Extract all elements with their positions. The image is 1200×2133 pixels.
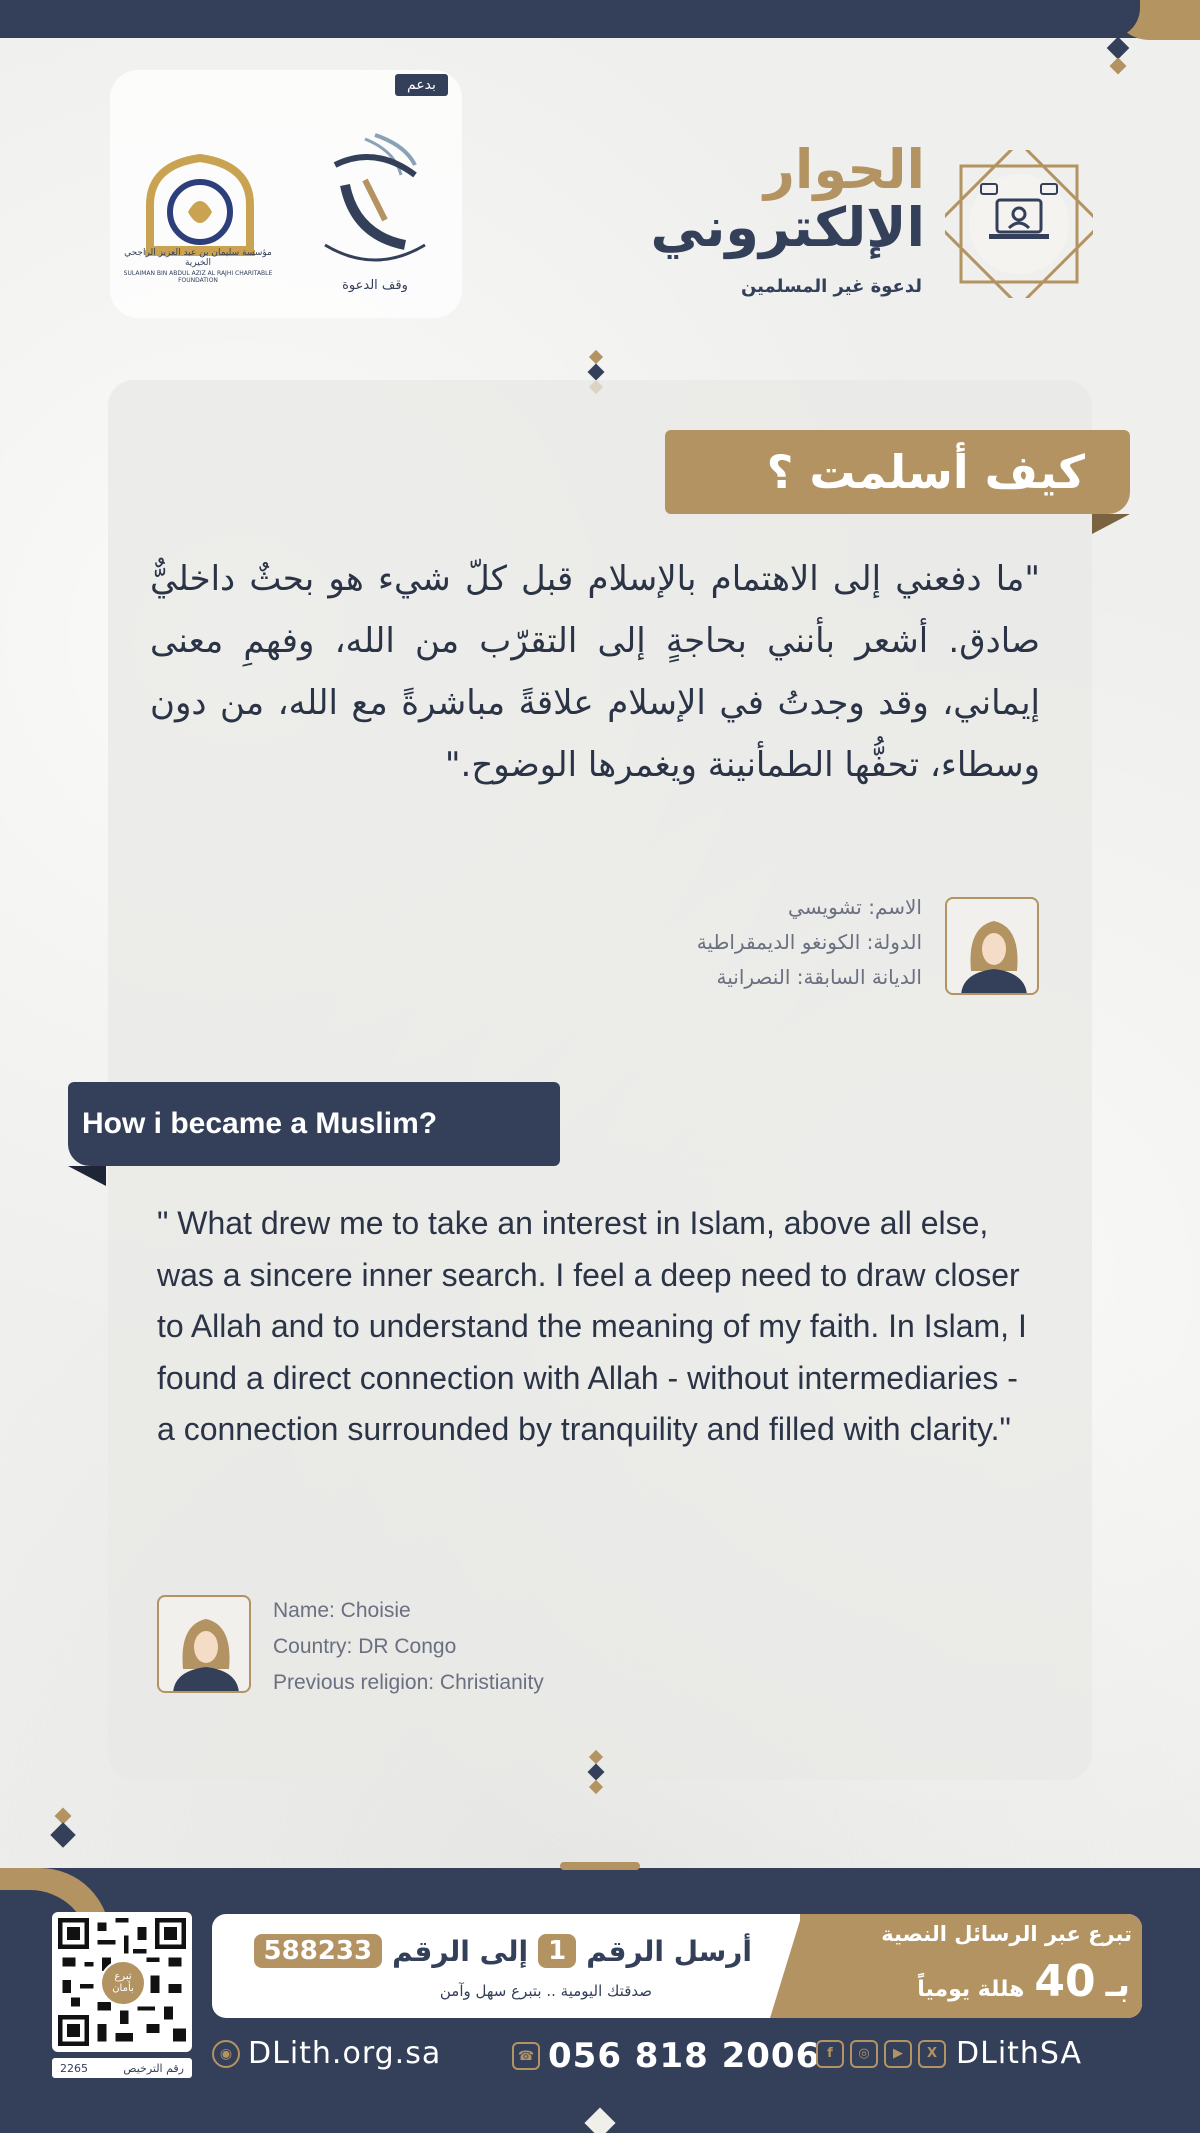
woman-avatar-icon — [159, 1597, 251, 1693]
sms-number[interactable]: 588233 — [254, 1934, 383, 1968]
arabic-country: الدولة: الكونغو الديمقراطية — [696, 930, 922, 954]
brand-title-line2: الإلكتروني — [650, 196, 925, 259]
whatsapp-icon: ☎ — [512, 2042, 540, 2070]
card-bottom-ornament — [590, 1752, 602, 1792]
amount-value: 40 — [1034, 1956, 1096, 2007]
english-country: Country: DR Congo — [273, 1635, 457, 1658]
woman-avatar-icon — [947, 899, 1039, 995]
license-number: 2265 — [60, 2061, 88, 2075]
amount-prefix: بـ — [1105, 1965, 1130, 2005]
social-links — [816, 2036, 1082, 2071]
footer-ridge — [560, 1862, 640, 1870]
sms-gold-slant — [770, 1914, 802, 2018]
arabic-quote: "ما دفعني إلى الاهتمام بالإسلام قبل كلّ شيء هو بحثٌ داخليٌّ صادق. أشعر بأنني بحاجةٍ إلى التقرّب من الله، وفهمِ معنى إيماني، وقد وجدتُ في الإسلام علاقةً مباشرةً مع الله، من دون وسطاء، تحفُّها الطمأنينة ويغمرها الوضوح." — [150, 559, 1040, 785]
brand-emblem-icon — [945, 150, 1093, 298]
arabic-person-info — [697, 890, 922, 995]
amount-unit: هللة يومياً — [917, 1977, 1025, 2002]
social-handle[interactable]: DLithSA — [956, 2036, 1083, 2071]
avatar — [157, 1595, 251, 1693]
website-text: DLith.org.sa — [248, 2036, 442, 2071]
top-band — [0, 0, 1200, 38]
license-label — [52, 2058, 192, 2078]
sponsor-label: بدعم — [395, 74, 448, 96]
youtube-icon[interactable]: ▶ — [884, 2040, 912, 2068]
brand-subtitle: لدعوة غير المسلمين — [740, 276, 922, 297]
brand-title-line1: الحوار — [763, 138, 925, 201]
license-text: رقم الترخيص — [123, 2061, 184, 2075]
whatsapp-link[interactable] — [512, 2036, 820, 2076]
instagram-icon[interactable]: ◎ — [850, 2040, 878, 2068]
arabic-heading-fold — [1092, 514, 1130, 534]
top-right-ornament — [1110, 40, 1126, 72]
sms-digit: 1 — [538, 1934, 576, 1968]
english-person-info — [273, 1593, 544, 1701]
english-name: Name: Choisie — [273, 1599, 411, 1622]
arabic-previous-religion: الديانة السابقة: النصرانية — [716, 965, 922, 989]
sms-donate-label: تبرع عبر الرسائل النصية — [881, 1922, 1132, 1946]
avatar — [945, 897, 1039, 995]
sms-send-text: أرسل الرقم — [586, 1934, 752, 1968]
sms-instruction — [254, 1934, 752, 1968]
english-quote: " What drew me to take an interest in Islam, above all else, was a sincere inner search. I feel a deep need to draw closer to Allah and to understand the meaning of my faith. In Islam, I found a direct connection with Allah - without intermediaries - a connection surrounded by tranquility and filled with clarity." — [157, 1205, 1027, 1447]
english-heading: How i became a Muslim? — [82, 1107, 438, 1140]
phone-text: 056 818 2006 — [548, 2036, 821, 2076]
secure-donation-badge: تبرع بأمان — [100, 1960, 146, 2006]
footer-left-ornament — [54, 1810, 72, 1844]
arabic-heading: كيف أسلمت ؟ — [766, 445, 1085, 499]
x-twitter-icon[interactable]: X — [918, 2040, 946, 2068]
waqf-logo — [305, 125, 445, 275]
english-previous-religion: Previous religion: Christianity — [273, 1671, 544, 1694]
english-heading-fold — [68, 1166, 106, 1186]
website-link[interactable] — [212, 2036, 441, 2071]
sms-amount — [917, 1956, 1130, 2007]
foundation-name: مؤسسة سليمان بن عبد العزيز الراجحي الخيرية SULAIMAN BIN ABDUL AZIZ AL RAJHI CHARITABLE FOUNDATION — [123, 248, 273, 284]
arabic-name: الاسم: تشويسي — [788, 895, 922, 919]
facebook-icon[interactable]: f — [816, 2040, 844, 2068]
globe-icon: ◉ — [212, 2040, 240, 2068]
sms-subtitle: صدقتك اليومية .. بتبرع سهل وآمن — [439, 1982, 652, 2000]
sms-to-text: إلى الرقم — [392, 1934, 529, 1968]
waqf-label: وقف الدعوة — [342, 278, 408, 293]
